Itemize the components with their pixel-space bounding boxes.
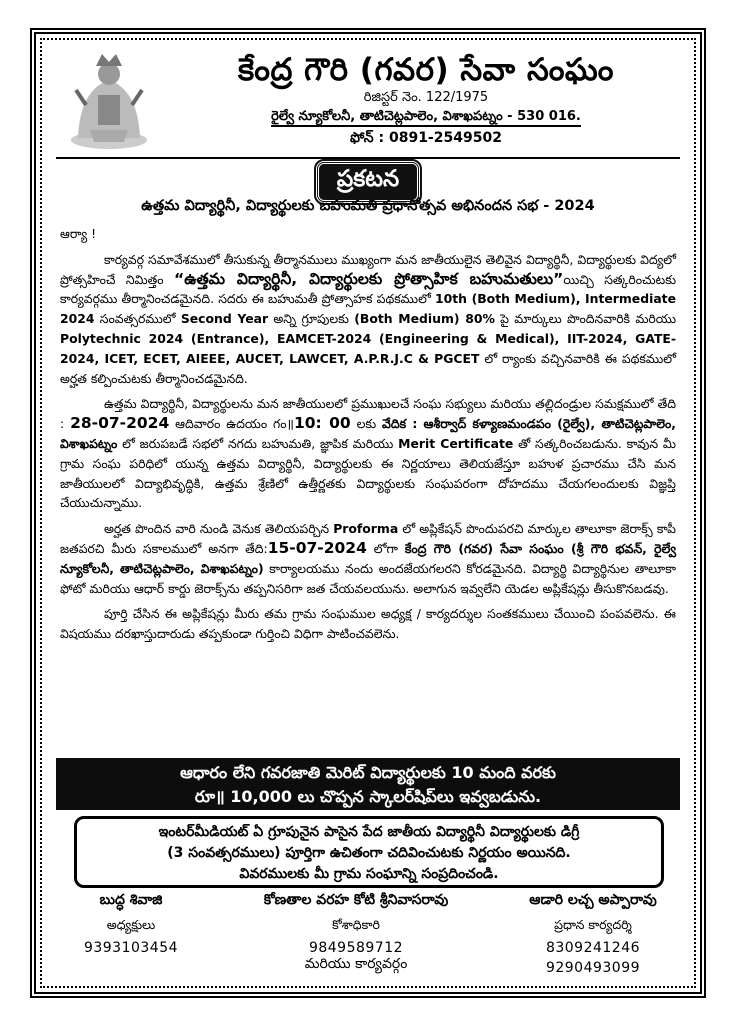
proforma: Proforma bbox=[333, 521, 399, 537]
p1-exams: 10th (Both Medium), Intermediate 2024 bbox=[60, 291, 677, 327]
address-text: రైల్వే న్యూకోలనీ, తాటిచెట్లపాలెం, విశాఖపట్నం - 530 016. bbox=[271, 109, 581, 127]
org-name: కేంద్ర గౌరి (గవర) సేవా సంఘం bbox=[238, 52, 614, 88]
p2-text: ఉత్తమ విద్యార్థినీ, విద్యార్థులను మన జాతీయులలో ప్రముఖులచే సంఘ సభ్యులు మరియు తల్లిదండ్రుల సమక్షములో తేది : bbox=[60, 396, 676, 432]
p1-text: కార్యవర్గ సమావేశములో తీసుకున్న తీర్మానములు ముఖ్యంగా మన జాతీయులైన తెలివైన విద్యార్థినీ, విద్యార్థులకు విద్యలో ప్రోత్సహించే నిమిత్తం bbox=[60, 251, 676, 287]
body-text bbox=[60, 224, 676, 650]
event-venue: వేదిక : ఆశీర్వాద్ కళ్యాణమండపం (రైల్వే), తాటిచెట్లపాలెం, విశాఖపట్నం bbox=[60, 416, 676, 451]
p2-text: లో జరుపబడే సభలో నగదు బహుమతి, జ్ఞాపిక మరియు bbox=[117, 435, 399, 451]
merit-certificate: Merit Certificate bbox=[398, 435, 514, 451]
salutation: ఆర్యా ! bbox=[60, 226, 97, 241]
p3-text: లో అప్లికేషన్ పొందుపరచి మార్కుల తాలూకా జెరాక్స్ కాపీ జతపరచి మీరు సకాలములో అనగా తేది: bbox=[60, 521, 676, 556]
p2-text: లకు bbox=[350, 416, 383, 432]
org-address bbox=[166, 109, 686, 127]
p1-marks: (Both Medium) 80% bbox=[354, 311, 495, 327]
paragraph-4: పూర్తి చేసిన ఈ అప్లికేషన్లు మీరు తమ గ్రామ సంఘముల అధ్యక్ష / కార్యదర్శుల సంతకములు చేయించి పంపవలెను. ఈ విషయము దరఖాస్తుదారుడు తప్పకుండా గుర్తించి విధిగా పాటించవలెను. bbox=[60, 606, 676, 642]
event-date: 28-07-2024 bbox=[70, 414, 170, 433]
signatory-phone-2: 9290493099 bbox=[545, 960, 641, 976]
signatures bbox=[56, 892, 680, 984]
deadline-date: 15-07-2024 bbox=[267, 538, 367, 557]
p2-text: తో సత్కరించబడును. కావున మీ గ్రామ సంఘ పరిధిలో యున్న ఉత్తమ విద్యార్థినీ, విద్యార్థులకు ఈ నిర్ణయాలు తెలియజేస్తూ బహుళ ప్రచారము చేసి మన జాతీయులలో విద్యాభివృద్ధికి, ఉత్తమ శ్రేణిలో ఉత్తీర్ణతకు విద్యార్థులకు సంఘపరంగా దోహదము చేయగలందులకు విజ్ఞప్తి చేయుచున్నాము. bbox=[60, 435, 676, 511]
scholarship-line-2: రూ॥ 10,000 లు చొప్పన స్కాలర్‌షిప్‌లు ఇవ్వబడును. bbox=[194, 787, 542, 806]
scholarship-banner bbox=[56, 758, 680, 810]
p1-year: Second Year bbox=[180, 311, 269, 327]
p1-text: పై మార్కులు పొందినవారికి మరియు bbox=[494, 311, 676, 327]
office-address: (శ్రీ గౌరి భవన్, రైల్వే న్యూకోలనీ, తాటిచెట్లపాలెం, విశాఖపట్నం) bbox=[60, 540, 676, 576]
degree-notice-box bbox=[74, 816, 664, 888]
header bbox=[56, 46, 680, 156]
notice-label: ప్రకటన bbox=[316, 161, 420, 203]
signatory-name: బుద్ధ శివాజి bbox=[99, 892, 163, 908]
signatory-treasurer bbox=[206, 892, 506, 975]
p1-text: లో ర్యాంకు వచ్చినవారికి ఈ పథకములో అర్హత కల్పించుటకు తీర్మానించడమైనది. bbox=[60, 350, 677, 386]
header-divider bbox=[56, 157, 680, 159]
signatory-title: అధ్యక్షులు bbox=[106, 917, 156, 932]
signatory-name: ఆడారి లచ్చ అప్పారావు bbox=[529, 892, 657, 908]
p2-text: ఆదివారం ఉదయం గం॥ bbox=[169, 416, 294, 432]
committee-note: మరియు కార్యవర్గం bbox=[304, 956, 408, 972]
office-name: కేంద్ర గౌరి (గవర) సేవా సంఘం bbox=[404, 540, 564, 556]
p1-text: సంవత్సరములో bbox=[94, 311, 181, 327]
event-time: 10: 00 bbox=[293, 414, 351, 433]
signatory-president bbox=[56, 892, 206, 956]
signatory-title: ప్రధాన కార్యదర్శి bbox=[554, 917, 632, 932]
registration-number: రిజిస్టర్ నెం. 122/1975 bbox=[363, 90, 489, 105]
p3-text: అర్హత పొందిన వారి నుండి వెనుక తెలియపర్చిన bbox=[104, 521, 334, 537]
goddess-illustration bbox=[68, 50, 150, 150]
degree-line-3: వివరములకు మీ గ్రామ సంఘాన్ని సంప్రదించండి. bbox=[239, 866, 499, 882]
p3-text: లోగా bbox=[366, 540, 405, 556]
paragraph-1 bbox=[60, 250, 676, 389]
paragraph-2 bbox=[60, 394, 676, 513]
degree-line-2: (3 సంవత్సరములు) పూర్తిగా ఉచితంగా చదివించుటకు నిర్ణయం అయినది. bbox=[167, 845, 571, 861]
p1-text: అన్ని గ్రూపులకు bbox=[268, 311, 355, 327]
paragraph-3 bbox=[60, 519, 676, 598]
scholarship-line-1: ఆధారం లేని గవరజాతి మెరిట్ విద్యార్థులకు 10 మంది వరకు bbox=[180, 763, 556, 782]
event-subtitle: ఉత్తమ విద్యార్థినీ, విద్యార్థులకు బహుమతి ప్రధానోత్సవ అభినందన సభ - 2024 bbox=[141, 198, 595, 214]
signatory-name: కోణతాల వరహ కోటి శ్రీనివాసరావు bbox=[263, 892, 449, 908]
org-phone: ఫోన్ : 0891-2549502 bbox=[350, 130, 502, 146]
signatory-title: కోశాధికారి bbox=[332, 917, 380, 932]
p1-award-title: “ఉత్తమ విద్యార్థినీ, విద్యార్థులకు ప్రోత్సాహిక బహుమతులు” bbox=[174, 269, 564, 288]
signatory-phone: 9393103454 bbox=[83, 940, 179, 956]
document bbox=[56, 46, 680, 986]
degree-line-1: ఇంటర్‌మీడియట్ ఏ గ్రూపునైన పాసైన పేద జాతీయ విద్యార్థినీ విద్యార్థులకు డిగ్రీ bbox=[158, 824, 580, 840]
notice-banner bbox=[56, 161, 680, 203]
p1-text: యిచ్చి సత్కరించుటకు కార్యవర్గము తీర్మానించడమైనది. సదరు ఈ బహుమతీ ప్రోత్సాహక పథకములో bbox=[60, 271, 677, 307]
signatory-phone: 9849589712 bbox=[308, 940, 404, 956]
p3-text: కార్యాలయము నందు అందజేయగలరని కోరడమైనది. విద్యార్థి విద్యార్థినుల తాలూకా ఫోటో మరియు ఆధార్ కార్డు జెరాక్స్‌ను తప్పనిసరిగా జత చేయవలయును. అలాగున ఇవ్వలేని యెడల అప్లికేషన్లు తీసుకొనబడవు. bbox=[60, 560, 676, 596]
signatory-secretary bbox=[506, 892, 680, 976]
signatory-phone: 8309241246 bbox=[545, 940, 641, 956]
p1-entrance-exams: Polytechnic 2024 (Entrance), EAMCET-2024 (Engineering & Medical), IIT-2024, GATE-2024, ICET, ECET, AIEEE, AUCET, LAWCET, A.P.R.J.C & PGCET bbox=[60, 330, 676, 366]
